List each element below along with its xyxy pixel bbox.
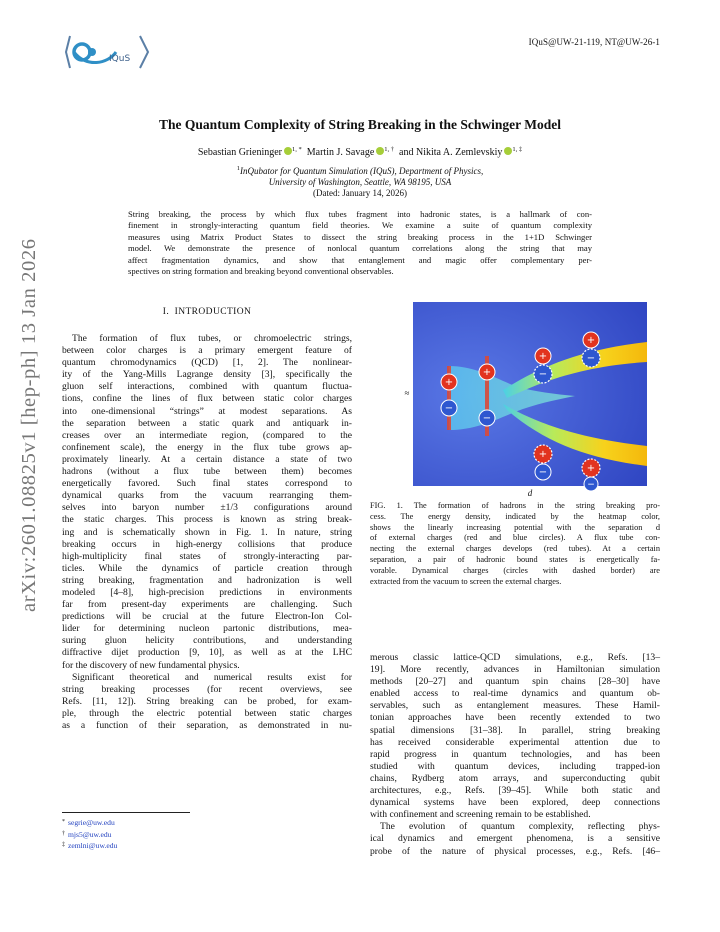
body-text-line: ical dynamics and emergent phenomena, is a sensitive (370, 833, 660, 845)
body-text-line: modeled [4–8], high-precision predictions in environments (62, 586, 352, 598)
footnote-item (62, 817, 117, 829)
caption-line: of external charges (red and blue circles). A flux tube con- (370, 533, 660, 543)
author-marks: 1, * (292, 146, 302, 153)
author-conjunction: and (399, 147, 414, 158)
body-text-line: between color charges is a primary emergent feature of (62, 345, 352, 357)
body-text-line: architectures, e.g., Refs. [39–45]. While both static and (370, 785, 660, 797)
body-text-line: The formation of flux tubes, or chromoelectric strings, (72, 333, 352, 344)
body-text-line: string breaking, fragmentation and hadronization is well (62, 574, 352, 586)
body-text-line: energetically favored. Such final states correspond to (62, 478, 352, 490)
date-line: (Dated: January 14, 2026) (313, 188, 407, 198)
svg-text:+: + (538, 449, 548, 460)
dynamical-charge-positive-2 (582, 459, 600, 477)
caption-line: extracted from the vacuum to screen the external charges. (370, 576, 562, 586)
body-text-line: servables, such as entanglement measures. These Hamil- (370, 700, 660, 712)
charge-negative-3 (535, 464, 551, 480)
body-text-line: ity of the Yang-Mills Lagrange density [3], specifically the (62, 369, 352, 381)
body-text-line: rapid progress in quantum technologies, and has been (370, 748, 660, 760)
arxiv-stamp: arXiv:2601.08825v1 [hep-ph] 13 Jan 2026 (18, 238, 40, 612)
body-text-line: proximately linearly. At a certain distance a state of two (62, 453, 352, 465)
svg-text:+: + (538, 351, 548, 362)
svg-text:−: − (538, 467, 548, 478)
dynamical-charge-negative-2 (582, 349, 600, 367)
svg-text:−: − (444, 403, 454, 414)
body-text-line: the static charges. This process is known as string break- (62, 514, 352, 526)
author-name: Martin J. Savage (306, 147, 375, 158)
body-text-line: into one-dimensional “strings” at modest separations. As (62, 405, 352, 417)
svg-text:+: + (482, 367, 492, 378)
body-text-line: creases over an intermediate region, (compared to the (62, 429, 352, 441)
body-text-line: has received considerable experimental attention due to (370, 736, 660, 748)
affiliation (0, 163, 720, 199)
body-text-line: far from present-day experiments are challenging. Such (62, 599, 352, 611)
body-text-line: probe of the nature of physical processes, e.g., Refs. [46– (370, 845, 660, 857)
affiliation-line: InQubator for Quantum Simulation (IQuS), Department of Physics, (240, 166, 484, 176)
body-text-line: tions, confine the lines of flux between static color charges (62, 393, 352, 405)
body-text-line: enabled access to real-time dynamics and quantum ob- (370, 688, 660, 700)
svg-text:−: − (538, 369, 548, 380)
svg-text:+: + (586, 335, 596, 346)
email-link[interactable]: mjs5@uw.edu (68, 829, 112, 839)
footnote-rule (62, 812, 190, 813)
svg-text:+: + (586, 463, 596, 474)
body-text-line: merous classic lattice-QCD simulations, e.g., Refs. [13– (370, 652, 660, 663)
orcid-icon[interactable] (284, 147, 292, 155)
axis-x-label: d (527, 488, 533, 498)
caption-line: vorable. Dynamical charges (circles with dashed border) are (370, 565, 660, 575)
body-text-line: string breaking processes (for recent overviews, see (62, 683, 352, 695)
footnote-mark: * (62, 819, 65, 825)
abstract-line: model. We demonstrate the presence of nonlocal quantum correlations along the string that may (128, 243, 592, 254)
dynamical-charge-negative-1 (534, 365, 552, 383)
body-text-line: breaking occurs in high-energy collisions that produce (62, 538, 352, 550)
body-text-line: studied with quantum devices, including trapped-ion (370, 760, 660, 772)
abstract-line: measures using Matrix Product States to dissect the string breaking process in the 1+1D Schwinger (128, 231, 592, 242)
body-text-line: with confinement and screening remain to be established. (370, 809, 591, 821)
author-name: Nikita A. Zemlevskiy (415, 147, 503, 158)
abstract-line: spectives on string formation and breaking beyond conventional observables. (128, 266, 394, 277)
iqus-logo (64, 30, 156, 74)
abstract-line: affect fragmentation dynamics, and show that entanglement and magic offer complementary per- (128, 254, 592, 265)
caption-line: FIG. 1. The formation of hadrons in the string breaking pro- (370, 501, 660, 510)
charge-negative-2 (479, 410, 495, 426)
charge-positive-3 (535, 348, 551, 364)
body-text-line: for the discovery of new fundamental physics. (62, 659, 240, 671)
charge-negative-1 (441, 400, 457, 416)
section-heading (62, 307, 352, 317)
author-name: Sebastian Grieninger (197, 147, 283, 158)
body-text-line: as a function of their separation, as demonstrated in nu- (62, 720, 352, 731)
report-number: IQuS@UW-21-119, NT@UW-26-1 (528, 37, 660, 47)
body-text-line: selves into baryon number ±1/3 configurations around (62, 502, 352, 514)
body-text-line: predictions will be crucial at the future Electron-Ion Col- (62, 611, 352, 623)
footnote-mark: ‡ (62, 842, 65, 849)
abstract (128, 209, 592, 277)
charge-positive-4 (583, 332, 599, 348)
body-text-line: the separation between a static quark and antiquark in- (62, 417, 352, 429)
footnotes (62, 817, 117, 852)
body-text-line: chains, Rydberg atom arrays, and superconducting qubit (370, 772, 660, 784)
footnote-mark: † (62, 830, 65, 837)
charge-positive-1 (441, 374, 457, 390)
author-list (0, 146, 720, 158)
footnote-item (62, 829, 117, 841)
svg-text:−: − (482, 413, 492, 424)
figure-1 (385, 300, 655, 500)
section-title: INTRODUCTION (174, 307, 252, 317)
body-text-line: ticles. While the dynamics of particle creation through (62, 562, 352, 574)
body-text-line: methods [20–27] and quantum spin chains [28–30] have (370, 676, 660, 688)
body-text-line: dynamical systems have been explored, deep connections (370, 797, 660, 809)
abstract-line: finement in strongly-interacting quantum field theories. We examine a suite of quantum complexity (128, 220, 592, 231)
figure-1-heatmap (385, 300, 655, 500)
body-text-line: hadrons (without a flux tube between them) becomes (62, 466, 352, 478)
abstract-line: String breaking, the process by which flux tubes fragment into hadronic states, is a hallmark of con- (128, 209, 592, 219)
paper-title: The Quantum Complexity of String Breaking in the Schwinger Model (159, 117, 561, 132)
svg-text:−: − (586, 353, 596, 364)
author-marks: 1, ‡ (512, 146, 523, 153)
email-link[interactable]: segrie@uw.edu (68, 818, 115, 827)
body-text-line: quantum chromodynamics (QCD) [1, 2]. The nonlinear- (62, 357, 352, 369)
body-text-line: high-multiplicity final states of strongly-interacting par- (62, 550, 352, 562)
affiliation-mark: 1 (236, 165, 240, 172)
axis-y-label: ≈ (404, 388, 410, 398)
body-text-line: ing and is schematically shown in Fig. 1. In nature, string (62, 526, 352, 538)
logo-text: IQuS (109, 54, 131, 64)
svg-text:−: − (587, 480, 595, 490)
footnote-item (62, 840, 117, 852)
caption-line: necting the external charges develops (red tubes). At a certain (370, 544, 660, 554)
caption-line: separation, a pair of hadronic bound states is energetically fa- (370, 554, 660, 564)
body-text-line: lider for determining nucleon partonic distributions, mea- (62, 623, 352, 635)
body-text-line: The evolution of quantum complexity, reflecting phys- (380, 821, 660, 833)
body-text-line: diffractive dijet production [9, 10], as well as at the LHC (62, 647, 352, 659)
body-text-line: tonian approaches have been recently extended to two (370, 712, 660, 724)
caption-line: cess. The energy density, indicated by the heatmap color, (370, 511, 660, 521)
svg-text:+: + (444, 377, 454, 388)
body-text-line: Refs. [11, 12]). String breaking can be probed, for exam- (62, 695, 352, 707)
author-marks: 1, † (384, 146, 395, 153)
dynamical-charge-positive-1 (534, 445, 552, 463)
body-text-line: suring gluon helicity contributions, and understanding (62, 635, 352, 647)
body-text-line: dynamical quarks from the vacuum rearranging them- (62, 490, 352, 502)
body-text-line: Significant theoretical and numerical results exist for (72, 671, 352, 683)
body-text-line: spatial dimensions [31–38]. In parallel, string breaking (370, 724, 660, 736)
left-column-body (62, 333, 352, 732)
right-column-body (370, 652, 660, 858)
section-number: I. (162, 307, 170, 317)
body-text-line: confinement scale), the energy in the flux tube grows ap- (62, 441, 352, 453)
charge-positive-2 (479, 364, 495, 380)
body-text-line: 19]. More recently, advances in Hamiltonian simulation (370, 664, 660, 676)
charge-negative-4 (584, 477, 598, 491)
caption-line: shows the linearly increasing potential with the separation d (370, 522, 660, 532)
body-text-line: ple, through the electric potential between static charges (62, 707, 352, 719)
figure-1-caption (370, 501, 660, 587)
body-text-line: gluon self interactions, combined with quantum fluctua- (62, 381, 352, 393)
email-link[interactable]: zemlni@uw.edu (68, 841, 118, 851)
affiliation-line: University of Washington, Seattle, WA 98195, USA (268, 177, 452, 187)
